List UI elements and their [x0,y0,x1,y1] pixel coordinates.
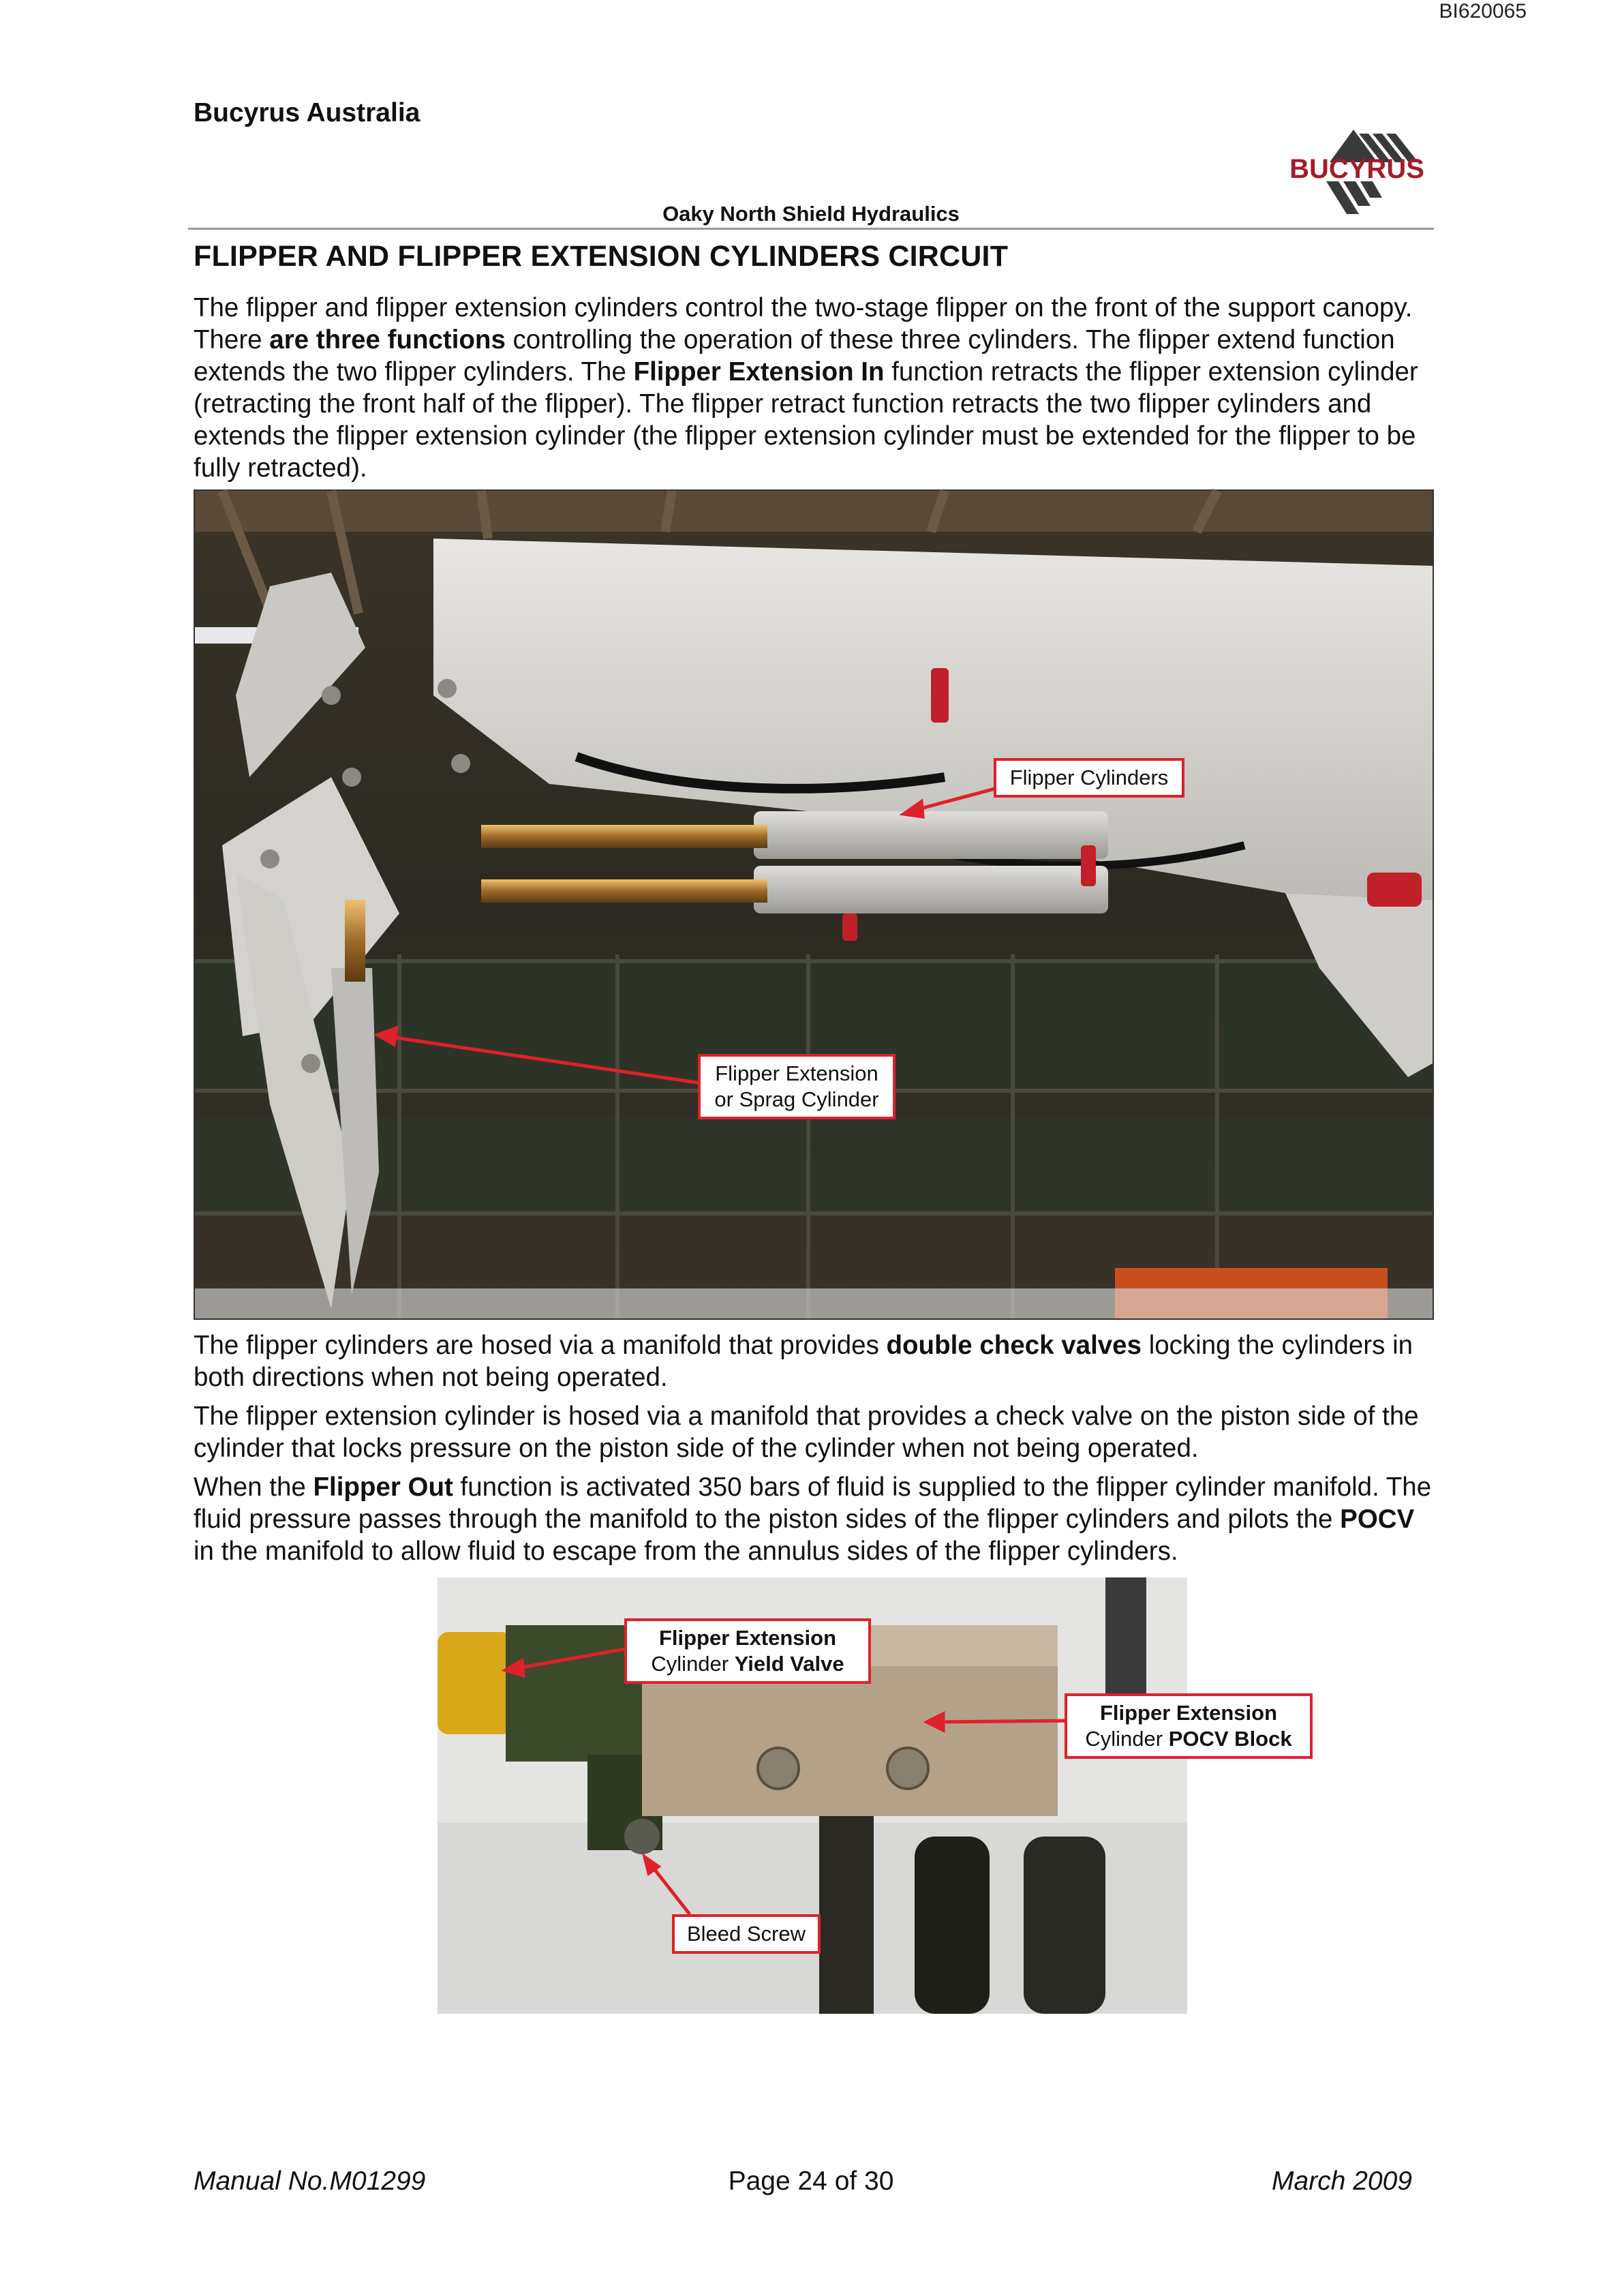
callout-bleed-screw: Bleed Screw [672,1914,821,1954]
flipper-photo-illustration [195,491,1433,1318]
paragraph-flipper-out: When the Flipper Out function is activated 350 bars of fluid is supplied to the flipper cylinder manifold. The fluid pressure passes through the manifold to the piston sides of the flipper cylinders and pilots the POCV in the manifold to allow fluid to escape from the annulus sides of the flipper cylinders. [194,1472,1432,1566]
paragraph-double-check-valves: The flipper cylinders are hosed via a manifold that provides double check valves locking the cylinders in both directions when not being operated. [194,1331,1413,1392]
document-subtitle: Oaky North Shield Hydraulics [662,202,960,226]
callout-pocv-block: Flipper Extension Cylinder POCV Block [1065,1693,1313,1759]
header-divider [188,228,1434,230]
footer-manual-number: Manual No.M01299 [194,2166,426,2196]
pocv-block-photo [438,1577,1292,2014]
intro-paragraph: The flipper and flipper extension cylinders control the two-stage flipper on the front of the support canopy. There are three functions controlling the operation of these three cylinders. The flipper extend function extends the two flipper cylinders. The Flipper Extension In function retracts the flipper extension cylinder (retracting the front half of the flipper). The flipper retract function retracts the two flipper cylinders and extends the flipper extension cylinder (the flipper extension cylinder must be extended for the flipper to be fully retracted). [194,293,1418,483]
footer-page-number: Page 24 of 30 [728,2166,894,2196]
flipper-cylinders-photo [194,489,1434,1320]
footer-date: March 2009 [1272,2166,1412,2196]
paragraph-check-valve: The flipper extension cylinder is hosed via a manifold that provides a check valve on the piston side of the cylinder that locks pressure on the piston side of the cylinder when not being operated. [194,1402,1419,1463]
company-name: Bucyrus Australia [194,98,420,127]
callout-flipper-extension-cylinder: Flipper Extension or Sprag Cylinder [698,1054,896,1119]
logo-text: BUCYRUS [1289,154,1424,184]
callout-flipper-cylinders: Flipper Cylinders [994,758,1184,798]
section-heading: FLIPPER AND FLIPPER EXTENSION CYLINDERS CIRCUIT [194,240,1009,273]
callout-yield-valve: Flipper Extension Cylinder Yield Valve [624,1618,871,1684]
document-id: BI620065 [1439,0,1527,22]
